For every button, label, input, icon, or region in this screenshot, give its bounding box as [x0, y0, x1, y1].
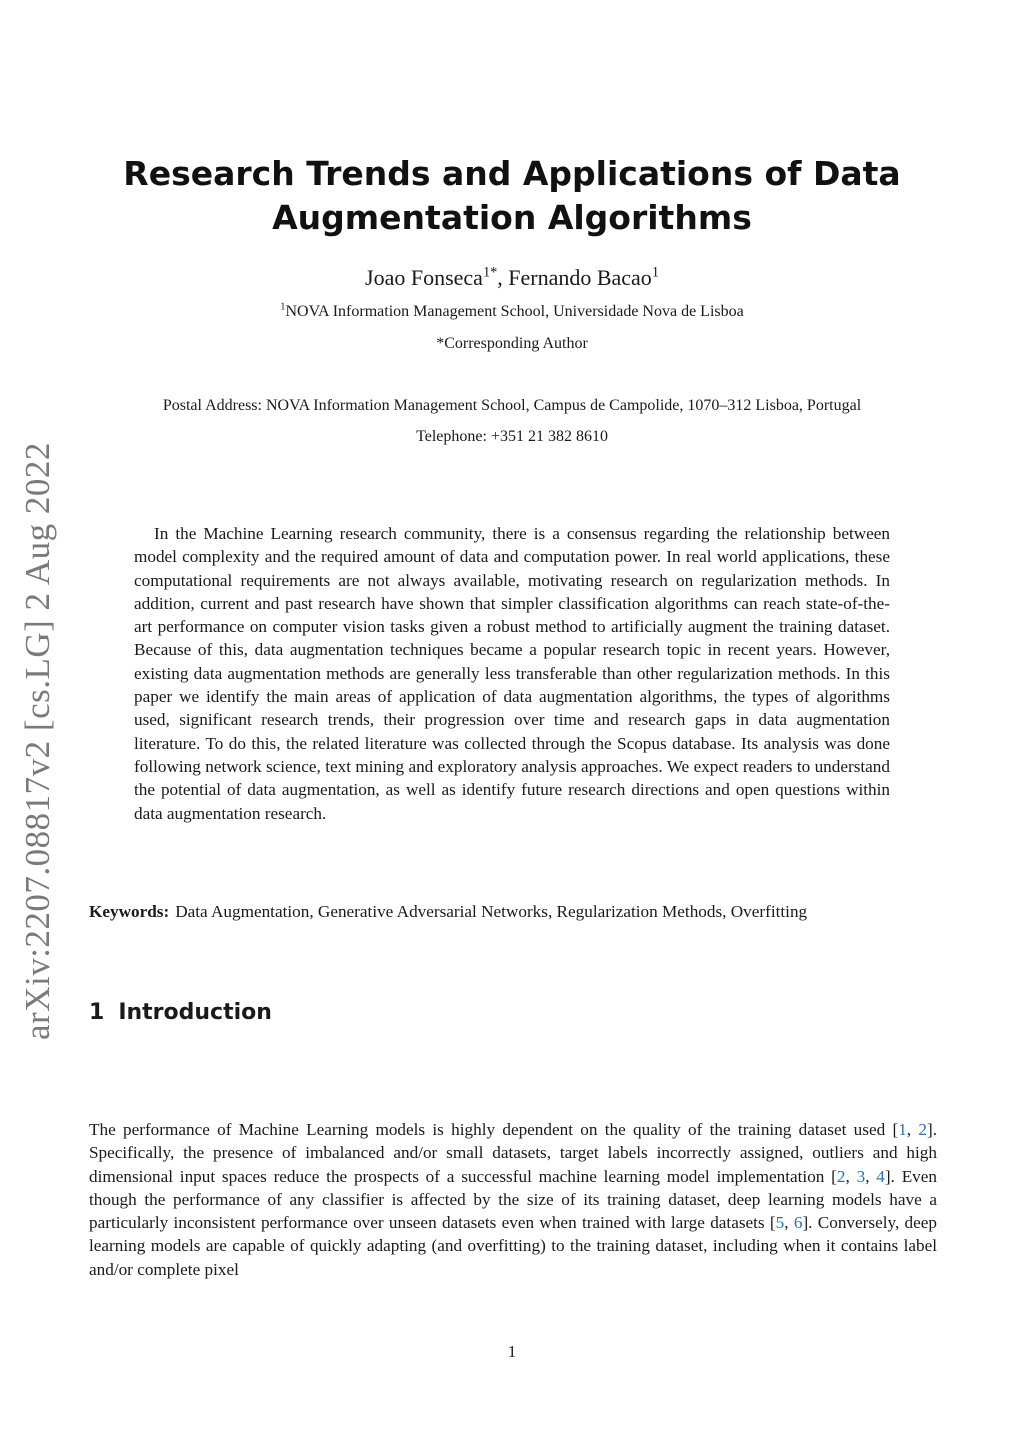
paper-title: Research Trends and Applications of Data Augmentation Algorithms: [123, 154, 901, 237]
citation-link[interactable]: 3: [856, 1166, 866, 1186]
intro-text: ,: [906, 1120, 919, 1139]
telephone: Telephone: +351 21 382 8610: [416, 428, 608, 445]
intro-text: ]. Even though the performance of any classifier is affected by the size of its training dataset, deep learning models have a particularly inconsistent performance over unseen datasets even when trained with large datasets [: [89, 1166, 938, 1233]
intro-text: The performance of Machine Learning models is highly dependent on the quality of the training dataset used [: [89, 1120, 899, 1139]
section-number: 1: [89, 1000, 105, 1025]
intro-text: ,: [865, 1166, 877, 1186]
abstract-paragraph: In the Machine Learning research community, there is a consensus regarding the relationship between model complexity and the required amount of data and computation power. In real world applications, these computational requirements are not always available, motivating research on regularization methods. In addition, current and past research have shown that simpler classification algorithms can reach state-of-the-art performance on computer vision tasks given a robust method to artificially augment the training dataset. Because of this, data augmentation techniques became a popular research topic in recent years. However, existing data augmentation methods are generally less transferable than other regularization methods. In this paper we identify the main areas of application of data augmentation algorithms, the types of algorithms used, significant research trends, their progression over time and research gaps in data augmentation literature. To do this, the related literature was collected through the Scopus database. Its analysis was done following network science, text mining and exploratory analysis approaches. We expect readers to understand the potential of data augmentation, as well as identify future research directions and open questions within data augmentation research.: [134, 524, 890, 823]
keywords-list: Data Augmentation, Generative Adversarial Networks, Regularization Methods, Overfitting: [175, 902, 808, 921]
author-separator: ,: [497, 265, 509, 290]
citation-link[interactable]: 6: [793, 1213, 803, 1233]
author-name-1: Joao Fonseca: [365, 265, 483, 290]
introduction-paragraph: [89, 1118, 937, 1281]
keywords-label: Keywords:: [89, 902, 170, 921]
affiliation-line: [90, 303, 934, 321]
author-1-affiliation-marker: 1*: [482, 264, 498, 281]
intro-text: ]. Specifically, the presence of imbalanced and/or small datasets, target labels incorrectly assigned, outliers and high dimensional input spaces reduce the prospects of a successful machine learning model implementation [: [89, 1120, 938, 1186]
citation-link[interactable]: 4: [876, 1166, 885, 1186]
arxiv-identifier-stamp: arXiv:2207.08817v2 [cs.LG] 2 Aug 2022: [18, 442, 57, 1040]
intro-text: ,: [784, 1213, 794, 1233]
citation-link[interactable]: 2: [836, 1166, 846, 1186]
citation-link[interactable]: 1: [898, 1120, 907, 1139]
author-name-2: Fernando Bacao: [508, 265, 652, 290]
author-2-affiliation-marker: 1: [651, 264, 659, 281]
keywords-line: [89, 900, 937, 923]
intro-text: ,: [845, 1166, 857, 1186]
author-line: [90, 265, 934, 291]
intro-text: ]. Conversely, deep learning models are capable of quickly adapting (and overfitting) to the training dataset, including when it contains label and/or complete pixel: [89, 1213, 937, 1279]
citation-link[interactable]: 2: [918, 1120, 927, 1139]
citation-link[interactable]: 5: [775, 1213, 785, 1233]
section-heading-introduction: [89, 1000, 272, 1025]
section-title: Introduction: [118, 1000, 272, 1025]
page-number: 1: [507, 1342, 517, 1361]
affiliation-marker: 1: [280, 301, 286, 313]
postal-address: Postal Address: NOVA Information Management School, Campus de Campolide, 1070–312 Lisboa, Portugal: [162, 397, 862, 414]
corresponding-author-note: *Corresponding Author: [436, 335, 588, 352]
affiliation-text: NOVA Information Management School, Universidade Nova de Lisboa: [285, 303, 744, 320]
